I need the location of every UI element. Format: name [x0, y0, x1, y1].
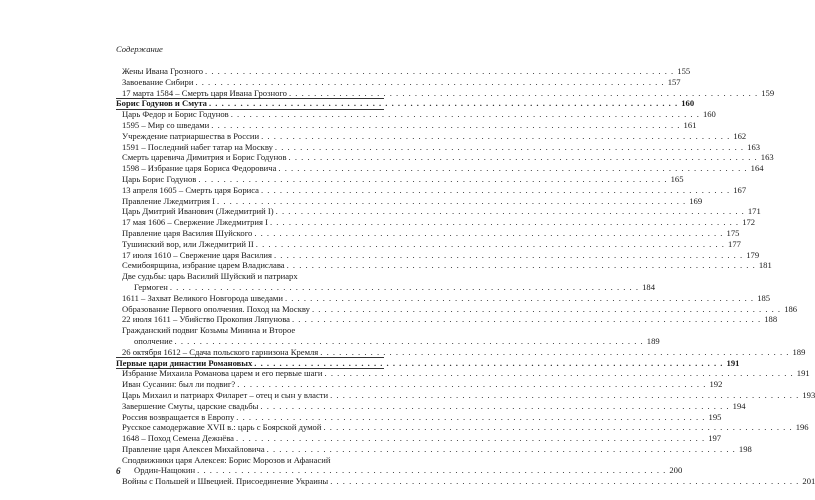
- dot-leader: [256, 239, 725, 250]
- toc-entry[interactable]: [116, 411, 722, 423]
- toc-page-number: 184: [642, 281, 655, 292]
- dot-leader: [254, 358, 723, 369]
- toc-page-number: 193: [802, 389, 815, 400]
- toc-page-number: 189: [792, 346, 806, 357]
- toc-page-number: 165: [670, 173, 684, 184]
- toc-page-number: 163: [760, 152, 774, 163]
- toc-page-number: 161: [683, 119, 697, 130]
- toc-page-number: 162: [733, 130, 747, 141]
- toc-entry-title: Сподвижники царя Алексея: Борис Морозов и Афанасий: [122, 454, 331, 465]
- toc-page-number: 172: [742, 217, 756, 228]
- toc-page-number: 194: [732, 400, 746, 411]
- toc-page-number: 189: [646, 335, 660, 346]
- toc-page-number: 177: [728, 238, 741, 249]
- toc-section-heading[interactable]: [116, 357, 740, 369]
- toc-entry-title: ополчение: [134, 335, 173, 346]
- toc-entry[interactable]: [116, 217, 756, 228]
- toc-page-number: 167: [733, 184, 747, 195]
- toc-entry[interactable]: [116, 325, 384, 336]
- dot-leader: [330, 476, 799, 487]
- dot-leader: [261, 185, 730, 196]
- toc-page-number: 155: [677, 66, 691, 76]
- dot-leader: [209, 98, 678, 109]
- toc-entry[interactable]: [116, 271, 384, 282]
- toc-page-number: 181: [758, 260, 772, 271]
- toc-entry-title: 1591 – Последний набег татар на Москву: [122, 141, 273, 152]
- toc-page-number: 200: [669, 465, 683, 476]
- toc-entry-title: Тушинский вор, или Лжедмитрий II: [122, 238, 254, 249]
- toc-entry[interactable]: [116, 184, 747, 196]
- toc-page-number: 175: [726, 227, 740, 238]
- toc-entry[interactable]: [116, 422, 809, 433]
- toc-page-number: 179: [746, 249, 760, 260]
- dot-leader: [260, 401, 729, 412]
- toc-entry-title: 1598 – Избрание царя Бориса Федоровича: [122, 163, 277, 174]
- toc-entry[interactable]: [116, 292, 771, 304]
- toc-page-number: 185: [757, 292, 771, 303]
- toc-page-number: 201: [802, 476, 815, 487]
- toc-entry[interactable]: [116, 66, 691, 77]
- toc-entry-title: Ордин-Нащокин: [134, 465, 196, 476]
- table-of-contents: [116, 66, 815, 487]
- toc-entry[interactable]: [116, 476, 815, 487]
- toc-entry-title: Жены Ивана Грозного: [122, 66, 204, 76]
- toc-entry-title: Россия возвращается в Европу: [122, 411, 235, 422]
- toc-entry[interactable]: [116, 389, 815, 401]
- toc-entry[interactable]: [116, 260, 772, 271]
- dot-leader: [312, 304, 781, 315]
- dot-leader: [276, 206, 745, 217]
- toc-entry[interactable]: [116, 443, 752, 455]
- dot-leader: [195, 77, 664, 88]
- toc-page-number: 164: [750, 163, 764, 174]
- toc-entry[interactable]: [116, 314, 778, 325]
- toc-entry-title: Русское самодержавие XVII в.: царь с Боярской думой: [122, 422, 322, 433]
- toc-entry[interactable]: [116, 227, 740, 239]
- toc-page-number: 198: [738, 443, 752, 454]
- toc-entry[interactable]: [116, 368, 810, 379]
- dot-leader: [287, 260, 756, 271]
- dot-leader: [211, 120, 680, 131]
- toc-entry-title: Гражданский подвиг Козьмы Минина и Второе: [122, 325, 296, 336]
- toc-page-number: 191: [726, 357, 740, 368]
- toc-entry[interactable]: [116, 400, 746, 412]
- toc-entry[interactable]: [116, 130, 747, 142]
- dot-leader: [231, 109, 700, 120]
- dot-leader: [236, 412, 705, 423]
- toc-entry-title: Правление царя Алексея Михайловича: [122, 443, 265, 454]
- dot-leader: [289, 88, 758, 99]
- dot-leader: [267, 444, 736, 455]
- toc-entry-title: 1648 – Поход Семена Дежнёва: [122, 433, 234, 444]
- toc-section-heading[interactable]: [116, 98, 695, 109]
- dot-leader: [278, 163, 747, 174]
- toc-entry-title: Царь Дмитрий Иванович (Лжедмитрий I): [122, 206, 274, 217]
- toc-entry[interactable]: [116, 433, 722, 444]
- dot-leader: [237, 379, 706, 390]
- toc-page-number: 188: [764, 314, 778, 325]
- toc-page-number: 169: [689, 195, 703, 206]
- toc-entry[interactable]: [116, 303, 798, 315]
- toc-entry-title: Первые цари династии Романовых: [116, 357, 253, 368]
- toc-page-number: 163: [747, 141, 761, 152]
- toc-entry-title: Смерть царевича Димитрия и Борис Годунов: [122, 152, 287, 163]
- toc-page-number: 160: [702, 109, 716, 120]
- dot-leader: [217, 196, 686, 207]
- dot-leader: [325, 368, 794, 379]
- toc-entry-title: Семибоярщина, избрание царем Владислава: [122, 260, 285, 271]
- toc-entry-title: 26 октября 1612 – Сдача польского гарнизона Кремля: [122, 346, 319, 357]
- toc-entry-title: 17 июля 1610 – Свержение царя Василия: [122, 249, 272, 260]
- toc-entry-title: Правление Лжедмитрия I: [122, 195, 216, 206]
- toc-entry-title: Гермоген: [134, 281, 168, 292]
- toc-entry[interactable]: [116, 281, 655, 293]
- toc-entry-title: Борис Годунов и Смута: [116, 98, 207, 109]
- dot-leader: [205, 66, 674, 77]
- toc-entry-title: Учреждение патриаршества в России: [122, 130, 260, 141]
- page-number: 6: [116, 466, 121, 476]
- toc-entry[interactable]: [116, 249, 760, 261]
- toc-entry-title: 1595 – Мир со шведами: [122, 119, 210, 130]
- toc-page-number: 186: [784, 303, 798, 314]
- toc-page-number: 159: [761, 87, 775, 98]
- toc-entry-title: Царь Михаил и патриарх Филарет – отец и сын у власти: [122, 389, 329, 400]
- toc-entry-title: 17 марта 1584 – Смерть царя Ивана Грозного: [122, 87, 287, 98]
- toc-entry[interactable]: [116, 87, 775, 99]
- toc-entry-title: Царь Борис Годунов: [122, 173, 197, 184]
- toc-entry-title: Завершение Смуты, царские свадьбы: [122, 400, 259, 411]
- toc-entry-title: Две судьбы: царь Василий Шуйский и патриарх: [122, 271, 298, 282]
- toc-entry[interactable]: [116, 173, 684, 185]
- toc-entry-title: 22 июля 1611 – Убийство Прокопия Ляпунова: [122, 314, 290, 325]
- dot-leader: [198, 174, 667, 185]
- toc-entry[interactable]: [116, 465, 683, 476]
- toc-entry[interactable]: [116, 195, 703, 207]
- toc-entry-title: 1611 – Захват Великого Новгорода шведами: [122, 292, 283, 303]
- dot-leader: [197, 465, 666, 476]
- dot-leader: [292, 314, 761, 325]
- toc-entry[interactable]: [116, 379, 723, 390]
- dot-leader: [254, 228, 723, 239]
- toc-page-number: 195: [708, 411, 722, 422]
- dot-leader: [285, 293, 754, 304]
- toc-entry[interactable]: [116, 141, 761, 153]
- toc-page-number: 171: [747, 206, 761, 217]
- toc-entry-title: Завоевание Сибири: [122, 76, 194, 87]
- dot-leader: [274, 250, 743, 261]
- toc-page-number: 196: [795, 422, 809, 433]
- toc-entry-title: Царь Федор и Борис Годунов: [122, 109, 229, 120]
- toc-entry[interactable]: [116, 335, 660, 347]
- dot-leader: [270, 217, 739, 228]
- dot-leader: [330, 390, 799, 401]
- running-header: Содержание: [116, 44, 163, 54]
- toc-entry[interactable]: [116, 346, 806, 358]
- toc-entry[interactable]: [116, 76, 681, 88]
- toc-page-number: 197: [708, 433, 722, 444]
- dot-leader: [320, 347, 789, 358]
- toc-entry[interactable]: [116, 109, 716, 120]
- toc-entry-title: 17 мая 1606 – Свержение Лжедмитрия I: [122, 217, 268, 228]
- toc-entry-title: Образование Первого ополчения. Поход на Москву: [122, 303, 310, 314]
- toc-entry-title: 13 апреля 1605 – Смерть царя Бориса: [122, 184, 259, 195]
- dot-leader: [289, 152, 758, 163]
- toc-entry-title: Правление царя Василия Шуйского: [122, 227, 253, 238]
- toc-entry[interactable]: [116, 455, 384, 466]
- toc-entry[interactable]: [116, 119, 697, 131]
- toc-page-number: 192: [709, 379, 723, 390]
- toc-entry[interactable]: [116, 238, 741, 250]
- dot-leader: [170, 282, 639, 293]
- dot-leader: [175, 336, 644, 347]
- toc-entry[interactable]: [116, 163, 764, 174]
- toc-entry-title: Иван Сусанин: был ли подвиг?: [122, 379, 236, 390]
- dot-leader: [275, 142, 744, 153]
- toc-page-number: 160: [681, 98, 695, 109]
- toc-entry[interactable]: [116, 152, 774, 163]
- toc-page-number: 157: [667, 76, 681, 87]
- toc-entry-title: Войны с Польшей и Швецией. Присоединение Украины: [122, 476, 329, 487]
- dot-leader: [261, 131, 730, 142]
- dot-leader: [236, 433, 705, 444]
- toc-entry[interactable]: [116, 206, 761, 217]
- toc-entry-title: Избрание Михаила Романова царем и его первые шаги: [122, 368, 323, 379]
- dot-leader: [323, 422, 792, 433]
- toc-page-number: 191: [796, 368, 810, 379]
